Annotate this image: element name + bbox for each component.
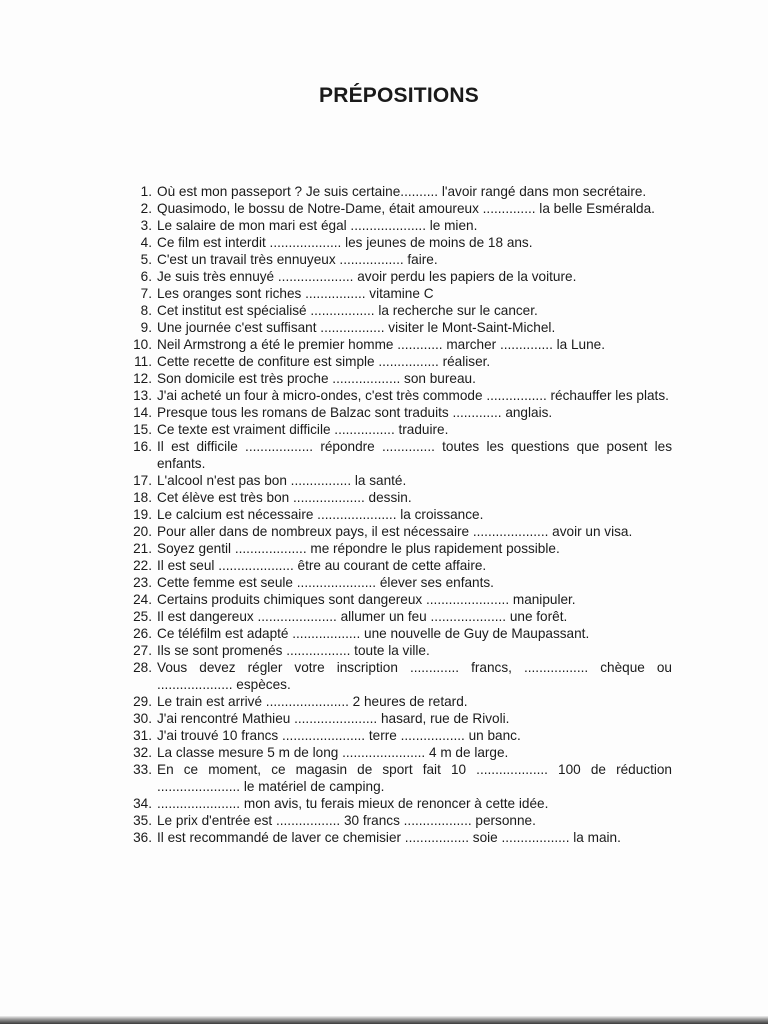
exercise-number: 12.: [133, 371, 152, 386]
exercise-sentence: J'ai trouvé 10 francs ...................... terre ................. un banc.: [157, 728, 521, 743]
exercise-number: 30.: [133, 711, 152, 726]
exercise-sentence: Le prix d'entrée est ................. 30 francs .................. personne.: [157, 813, 536, 828]
exercise-item: [120, 489, 672, 506]
exercise-item: [120, 217, 672, 234]
exercise-item: [120, 387, 672, 404]
exercise-item: [120, 285, 672, 302]
exercise-sentence: Ils se sont promenés ................. toute la ville.: [157, 643, 430, 658]
exercise-sentence: C'est un travail très ennuyeux ................. faire.: [157, 252, 438, 267]
exercise-number: 31.: [133, 728, 152, 743]
exercise-sentence: Il est dangereux ..................... allumer un feu .................... une forêt.: [157, 609, 568, 624]
exercise-number: 21.: [133, 541, 152, 556]
exercise-sentence: ...................... mon avis, tu ferais mieux de renoncer à cette idée.: [157, 796, 549, 811]
scan-bottom-edge: [0, 1016, 768, 1024]
exercise-number: 7.: [140, 286, 152, 301]
exercise-number: 25.: [133, 609, 152, 624]
scan-artifact: [140, 2, 170, 8]
exercise-item: [120, 642, 672, 659]
exercise-sentence: Le salaire de mon mari est égal .................... le mien.: [157, 218, 478, 233]
exercise-item: [120, 591, 672, 608]
exercise-number: 17.: [133, 473, 152, 488]
exercise-sentence: Il est recommandé de laver ce chemisier ................. soie .................. la main.: [157, 830, 621, 845]
exercise-number: 2.: [140, 201, 152, 216]
exercise-sentence: Ce film est interdit ................... les jeunes de moins de 18 ans.: [157, 235, 533, 250]
exercise-number: 28.: [133, 660, 152, 675]
exercise-sentence: Certains produits chimiques sont dangereux ...................... manipuler.: [157, 592, 576, 607]
exercise-number: 5.: [140, 252, 152, 267]
exercise-item: [120, 404, 672, 421]
exercise-number: 10.: [133, 337, 152, 352]
exercise-list: [120, 183, 672, 846]
exercise-number: 24.: [133, 592, 152, 607]
exercise-sentence: Cet élève est très bon ................... dessin.: [157, 490, 412, 505]
exercise-number: 11.: [134, 354, 152, 369]
exercise-item: [120, 268, 672, 285]
exercise-number: 13.: [133, 388, 152, 403]
exercise-number: 22.: [133, 558, 152, 573]
exercise-item: [120, 200, 672, 217]
exercise-item: [120, 353, 672, 370]
exercise-item: [120, 370, 672, 387]
page-title: PRÉPOSITIONS: [319, 84, 479, 107]
exercise-number: 35.: [133, 813, 152, 828]
exercise-item: [120, 523, 672, 540]
exercise-sentence: Ce texte est vraiment difficile ................ traduire.: [157, 422, 449, 437]
exercise-number: 8.: [140, 303, 152, 318]
exercise-item: [120, 421, 672, 438]
exercise-item: [120, 710, 672, 727]
exercise-sentence: Il est difficile .................. répondre .............. toutes les questions que posent les enfants.: [157, 439, 672, 471]
exercise-sentence: Neil Armstrong a été le premier homme ............ marcher .............. la Lune.: [157, 337, 606, 352]
exercise-number: 3.: [140, 218, 152, 233]
exercise-sentence: Le train est arrivé ...................... 2 heures de retard.: [157, 694, 468, 709]
exercise-sentence: Une journée c'est suffisant ................. visiter le Mont-Saint-Michel.: [157, 320, 556, 335]
exercise-number: 19.: [133, 507, 152, 522]
exercise-number: 16.: [133, 439, 152, 454]
exercise-item: [120, 234, 672, 251]
exercise-sentence: En ce moment, ce magasin de sport fait 10 ................... 100 de réduction ...................... le matériel de camping.: [157, 762, 672, 794]
exercise-sentence: Où est mon passeport ? Je suis certaine.......... l'avoir rangé dans mon secrétaire.: [157, 184, 647, 199]
exercise-sentence: Les oranges sont riches ................ vitamine C: [157, 286, 434, 301]
exercise-sentence: J'ai rencontré Mathieu ...................... hasard, rue de Rivoli.: [157, 711, 510, 726]
exercise-item: [120, 795, 672, 812]
exercise-item: [120, 438, 672, 472]
exercise-number: 36.: [133, 830, 152, 845]
exercise-sentence: La classe mesure 5 m de long ...................... 4 m de large.: [157, 745, 509, 760]
exercise-number: 1.: [140, 184, 152, 199]
exercise-number: 32.: [133, 745, 152, 760]
exercise-item: [120, 506, 672, 523]
exercise-sentence: L'alcool n'est pas bon ................ la santé.: [157, 473, 407, 488]
exercise-number: 9.: [140, 320, 152, 335]
exercise-sentence: Cette recette de confiture est simple ................ réaliser.: [157, 354, 491, 369]
exercise-item: [120, 302, 672, 319]
exercise-number: 6.: [140, 269, 152, 284]
exercise-sentence: Vous devez régler votre inscription ............. francs, ................. chèque ou .................... espèces.: [157, 660, 672, 692]
exercise-item: [120, 472, 672, 489]
exercise-sentence: J'ai acheté un four à micro-ondes, c'est très commode ................ réchauffer les plats.: [157, 388, 669, 403]
exercise-number: 18.: [133, 490, 152, 505]
exercise-number: 27.: [133, 643, 152, 658]
exercise-item: [120, 659, 672, 693]
exercise-sentence: Cet institut est spécialisé ................. la recherche sur le cancer.: [157, 303, 538, 318]
exercise-item: [120, 183, 672, 200]
exercise-item: [120, 574, 672, 591]
exercise-number: 29.: [133, 694, 152, 709]
exercise-item: [120, 336, 672, 353]
exercise-number: 4.: [140, 235, 152, 250]
exercise-sentence: Son domicile est très proche .................. son bureau.: [157, 371, 476, 386]
exercise-sentence: Pour aller dans de nombreux pays, il est nécessaire .................... avoir un visa.: [157, 524, 633, 539]
exercise-sentence: Quasimodo, le bossu de Notre-Dame, était amoureux .............. la belle Esméralda.: [157, 201, 655, 216]
exercise-item: [120, 761, 672, 795]
exercise-item: [120, 829, 672, 846]
exercise-item: [120, 251, 672, 268]
exercise-number: 15.: [133, 422, 152, 437]
exercise-sentence: Je suis très ennuyé .................... avoir perdu les papiers de la voiture.: [157, 269, 577, 284]
exercise-sentence: Le calcium est nécessaire ..................... la croissance.: [157, 507, 484, 522]
exercise-item: [120, 744, 672, 761]
exercise-sentence: Soyez gentil ................... me répondre le plus rapidement possible.: [157, 541, 560, 556]
exercise-item: [120, 319, 672, 336]
exercise-item: [120, 812, 672, 829]
exercise-item: [120, 625, 672, 642]
exercise-number: 34.: [133, 796, 152, 811]
exercise-item: [120, 557, 672, 574]
exercise-sentence: Ce téléfilm est adapté .................. une nouvelle de Guy de Maupassant.: [157, 626, 590, 641]
exercise-number: 14.: [133, 405, 152, 420]
exercise-item: [120, 540, 672, 557]
exercise-item: [120, 608, 672, 625]
exercise-number: 26.: [133, 626, 152, 641]
exercise-sentence: Presque tous les romans de Balzac sont traduits ............. anglais.: [157, 405, 553, 420]
exercise-number: 33.: [133, 762, 152, 777]
exercise-number: 23.: [133, 575, 152, 590]
exercise-item: [120, 727, 672, 744]
exercise-number: 20.: [133, 524, 152, 539]
exercise-sentence: Il est seul .................... être au courant de cette affaire.: [157, 558, 487, 573]
exercise-item: [120, 693, 672, 710]
exercise-sentence: Cette femme est seule ..................... élever ses enfants.: [157, 575, 494, 590]
